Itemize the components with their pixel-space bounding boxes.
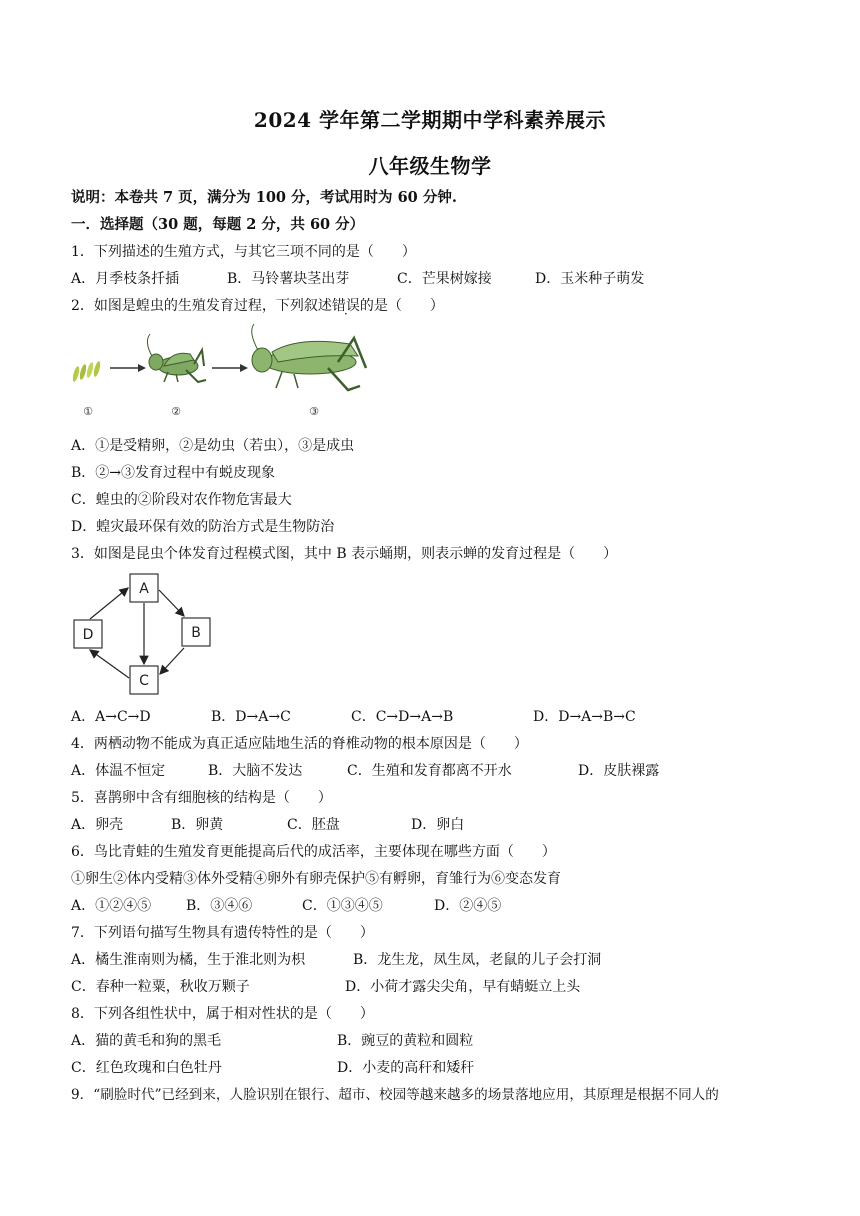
option-a: A．①②④⑤ [71, 898, 152, 914]
option-b: B．③④⑥ [186, 898, 253, 914]
option-a: A．卵壳 [71, 817, 124, 833]
option-b: B．卵黄 [171, 817, 224, 833]
adult-stage-image [252, 324, 366, 390]
option-a: A．体温不恒定 [71, 763, 166, 779]
option-b: B．大脑不发达 [208, 763, 303, 779]
question-1-options [71, 270, 644, 288]
question-6-stem: 6．鸟比青蛙的生殖发育更能提高后代的成活率，主要体现在哪些方面（ ） [71, 844, 556, 860]
question-2-option-b: B．②→③发育过程中有蜕皮现象 [71, 465, 276, 481]
figure-label-3: ③ [309, 405, 319, 418]
question-5-options [71, 816, 464, 834]
locust-lifecycle-figure [68, 322, 378, 422]
option-a: A．A→C→D [71, 709, 151, 725]
exam-note: 说明：本卷共 7 页，满分为 100 分，考试用时为 60 分钟. [71, 189, 457, 206]
nymph-stage-image [147, 334, 206, 382]
option-c: C．芒果树嫁接 [397, 271, 492, 287]
page-title: 2024 学年第二学期期中学科素养展示 [253, 108, 607, 132]
question-8-options-row2 [71, 1059, 474, 1077]
option-d: D．②④⑤ [434, 898, 502, 914]
option-d: D．D→A→B→C [533, 709, 636, 725]
question-2-option-d: D．蝗灾最环保有效的防治方式是生物防治 [71, 519, 335, 535]
insect-development-diagram [70, 570, 220, 700]
option-d: D．卵白 [411, 817, 465, 833]
question-7-options-row2 [71, 978, 580, 996]
option-c: C．胚盘 [287, 817, 340, 833]
option-b: B．马铃薯块茎出芽 [227, 271, 350, 287]
question-8-options-row1 [71, 1032, 473, 1050]
section-heading: 一．选择题（30 题，每题 2 分，共 60 分） [71, 216, 365, 233]
option-d: D．小麦的高秆和矮秆 [337, 1060, 475, 1076]
option-a: A．猫的黄毛和狗的黑毛 [71, 1033, 222, 1049]
question-3-options [71, 708, 636, 726]
option-b: B．龙生龙，凤生凤，老鼠的儿子会打洞 [353, 952, 602, 968]
option-a: A．月季枝条扦插 [71, 271, 180, 287]
question-2-option-c: C．蝗虫的②阶段对农作物危害最大 [71, 492, 292, 508]
question-1-stem: 1．下列描述的生殖方式，与其它三项不同的是（ ） [71, 244, 416, 260]
question-7-options-row1 [71, 951, 601, 969]
question-2-option-a: A．①是受精卵，②是幼虫（若虫），③是成虫 [71, 438, 355, 454]
question-3-stem: 3．如图是昆虫个体发育过程模式图，其中 B 表示蛹期，则表示蝉的发育过程是（ ） [71, 546, 618, 562]
option-b: B．豌豆的黄粒和圆粒 [337, 1033, 474, 1049]
figure-label-2: ② [171, 405, 181, 418]
question-4-stem: 4．两栖动物不能成为真正适应陆地生活的脊椎动物的根本原因是（ ） [71, 736, 528, 752]
option-c: C．C→D→A→B [351, 709, 454, 725]
option-d: D．玉米种子萌发 [535, 271, 645, 287]
question-6-items: ①卵生②体内受精③体外受精④卵外有卵壳保护⑤有孵卵，育雏行为⑥变态发育 [71, 871, 561, 887]
option-d: D．皮肤裸露 [578, 763, 660, 779]
svg-text:C: C [139, 673, 149, 689]
question-7-stem: 7．下列语句描写生物具有遗传特性的是（ ） [71, 925, 374, 941]
egg-stage-image [72, 361, 102, 383]
option-a: A．橘生淮南则为橘，生于淮北则为枳 [71, 952, 306, 968]
emphasis-word: 错误 [331, 298, 360, 314]
option-b: B．D→A→C [211, 709, 291, 725]
option-c: C．春种一粒粟，秋收万颗子 [71, 979, 250, 995]
question-4-options [71, 762, 659, 780]
arrow-icon [110, 364, 146, 372]
question-5-stem: 5．喜鹊卵中含有细胞核的结构是（ ） [71, 790, 332, 806]
arrow-icon [212, 364, 248, 372]
option-d: D．小荷才露尖尖角，早有蜻蜓立上头 [345, 979, 581, 995]
figure-label-1: ① [83, 405, 93, 418]
question-8-stem: 8．下列各组性状中，属于相对性状的是（ ） [71, 1006, 374, 1022]
option-c: C．红色玫瑰和白色牡丹 [71, 1060, 222, 1076]
svg-text:A: A [139, 581, 149, 597]
question-9-stem: 9．“刷脸时代”已经到来，人脸识别在银行、超市、校园等越来越多的场景落地应用，其原理是根据不同人的 [71, 1087, 719, 1103]
question-6-options [71, 897, 501, 915]
svg-text:D: D [82, 627, 94, 643]
option-c: C．①③④⑤ [302, 898, 383, 914]
svg-text:B: B [191, 625, 201, 641]
question-2-stem: 2．如图是蝗虫的生殖发育过程，下列叙述错误的是（ ） [71, 298, 444, 314]
page-subtitle: 八年级生物学 [368, 154, 492, 178]
option-c: C．生殖和发育都离不开水 [347, 763, 512, 779]
